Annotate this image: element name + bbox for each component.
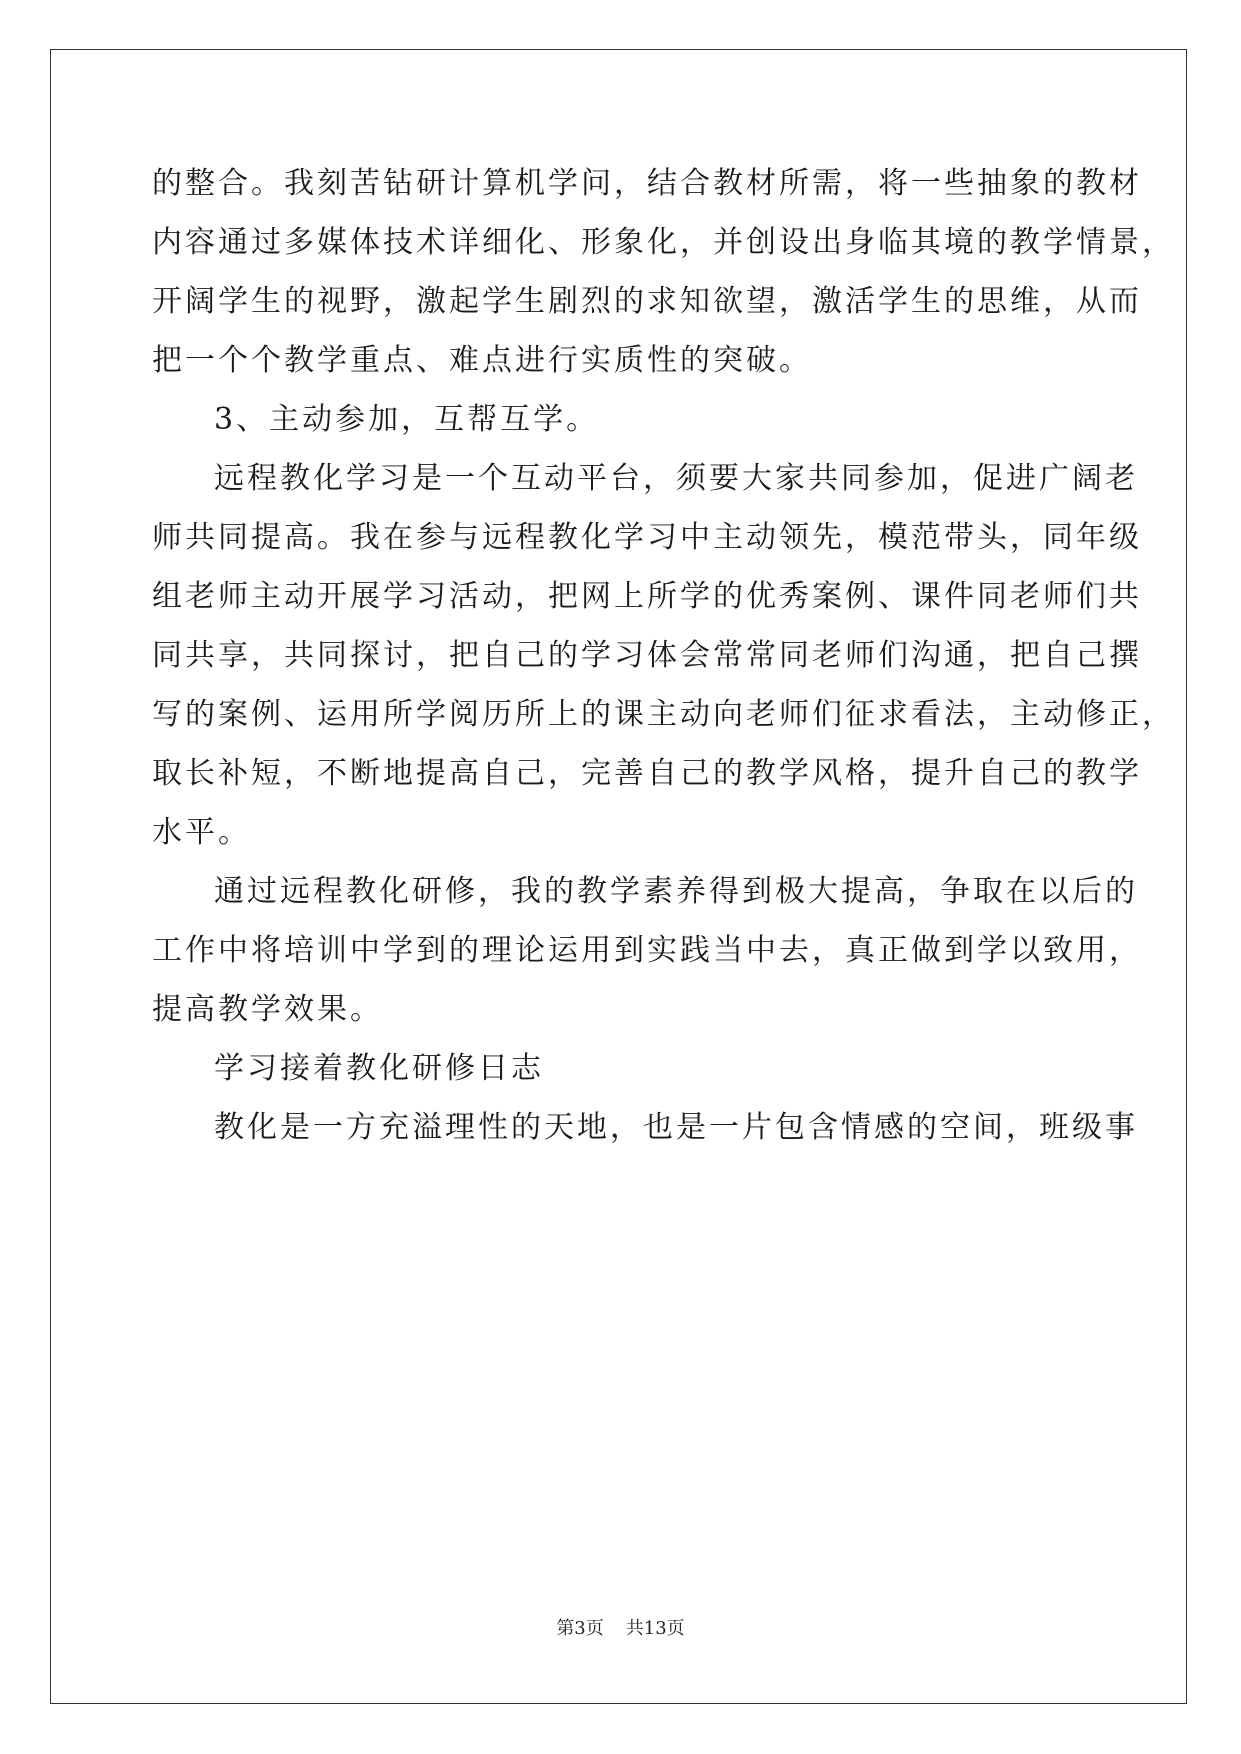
text-line: 的整合。我刻苦钻研计算机学问，结合教材所需，将一些抽象的教材 (152, 166, 1142, 201)
text-line: 提高教学效果。 (152, 992, 383, 1027)
text-line: 内容通过多媒体技术详细化、形象化，并创设出身临其境的教学情景， (152, 225, 1175, 260)
text-line: 教化是一方充溢理性的天地，也是一片包含情感的空间，班级事 (214, 1110, 1138, 1145)
page-footer (0, 1617, 1241, 1641)
text-line: 水平。 (152, 815, 251, 850)
page-total: 共13页 (625, 1618, 685, 1639)
text-line: 写的案例、运用所学阅历所上的课主动向老师们征求看法，主动修正， (152, 697, 1175, 732)
text-line: 师共同提高。我在参与远程教化学习中主动领先，模范带头，同年级 (152, 520, 1142, 555)
text-line: 取长补短，不断地提高自己，完善自己的教学风格，提升自己的教学 (152, 756, 1142, 791)
text-line: 通过远程教化研修，我的教学素养得到极大提高，争取在以后的 (214, 874, 1138, 909)
text-line: 同共享，共同探讨，把自己的学习体会常常同老师们沟通，把自己撰 (152, 638, 1142, 673)
section-title: 学习接着教化研修日志 (214, 1051, 544, 1086)
text-line: 把一个个教学重点、难点进行实质性的突破。 (152, 343, 812, 378)
text-line: 远程教化学习是一个互动平台，须要大家共同参加，促进广阔老 (214, 461, 1138, 496)
text-line: 组老师主动开展学习活动，把网上所学的优秀案例、课件同老师们共 (152, 579, 1142, 614)
text-line: 工作中将培训中学到的理论运用到实践当中去，真正做到学以致用， (152, 933, 1142, 968)
section-heading: 3、主动参加，互帮互学。 (214, 402, 600, 437)
page-number: 第3页 (556, 1618, 604, 1639)
text-line: 开阔学生的视野，激起学生剧烈的求知欲望，激活学生的思维，从而 (152, 284, 1142, 319)
